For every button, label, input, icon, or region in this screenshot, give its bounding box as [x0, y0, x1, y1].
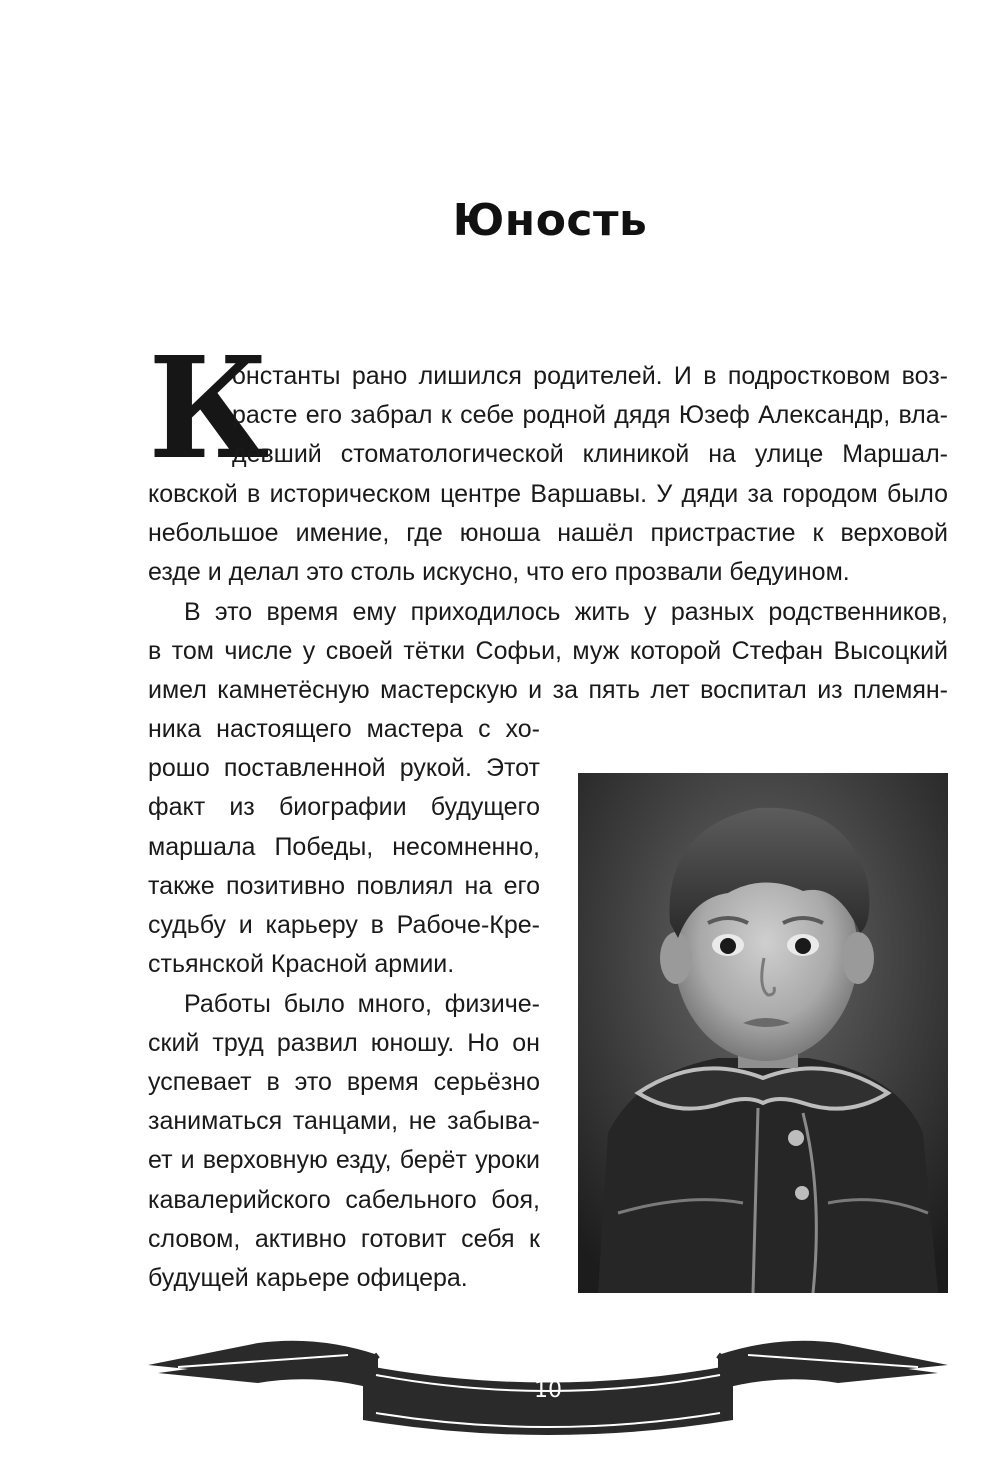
- page-number: 10: [534, 1378, 562, 1403]
- text-line: стьянской Красной армии.: [148, 950, 455, 978]
- chapter-title: Юность: [452, 195, 648, 246]
- text-line: ковской в историческом центре Варшавы. У дяди за городом было: [148, 480, 948, 508]
- text-line: словом, активно готовит себя к: [148, 1225, 540, 1253]
- text-line: кавалерийского сабельного боя,: [148, 1186, 540, 1214]
- child-portrait-photo: [578, 773, 948, 1293]
- text-line: в том числе у своей тётки Софьи, муж которой Стефан Высоцкий: [148, 637, 948, 665]
- text-line: заниматься танцами, не забыва-: [148, 1107, 540, 1135]
- text-line: успевает в это время серьёзно: [148, 1068, 540, 1096]
- text-line: ника настоящего мастера с хо-: [148, 715, 540, 743]
- text-line: расте его забрал к себе родной дядя Юзеф Александр, вла-: [232, 401, 948, 429]
- text-line: езде и делал это столь искусно, что его прозвали бедуином.: [148, 558, 850, 586]
- text-line: онстанты рано лишился родителей. И в подростковом воз-: [232, 362, 948, 390]
- text-line: ский труд развил юношу. Но он: [148, 1029, 540, 1057]
- text-line: факт из биографии будущего: [148, 793, 540, 821]
- text-line: судьбу и карьеру в Рабоче-Кре-: [148, 911, 540, 939]
- text-line: девший стоматологической клиникой на улице Маршал-: [232, 440, 948, 468]
- text-line: В это время ему приходилось жить у разных родственников,: [184, 598, 948, 626]
- text-line: маршала Победы, несомненно,: [148, 833, 540, 861]
- text-line: имел камнетёсную мастерскую и за пять лет воспитал из племян-: [148, 676, 948, 704]
- drop-cap-letter: К: [148, 327, 270, 491]
- text-line: рошо поставленной рукой. Этот: [148, 754, 540, 782]
- text-line: будущей карьере офицера.: [148, 1264, 468, 1292]
- text-line: Работы было много, физиче-: [184, 990, 540, 1018]
- text-line: также позитивно повлиял на его: [148, 872, 540, 900]
- child-portrait-illustration: [578, 773, 948, 1293]
- text-line: небольшое имение, где юноша нашёл пристрастие к верховой: [148, 519, 948, 547]
- text-line: ет и верховную езду, берёт уроки: [148, 1146, 540, 1174]
